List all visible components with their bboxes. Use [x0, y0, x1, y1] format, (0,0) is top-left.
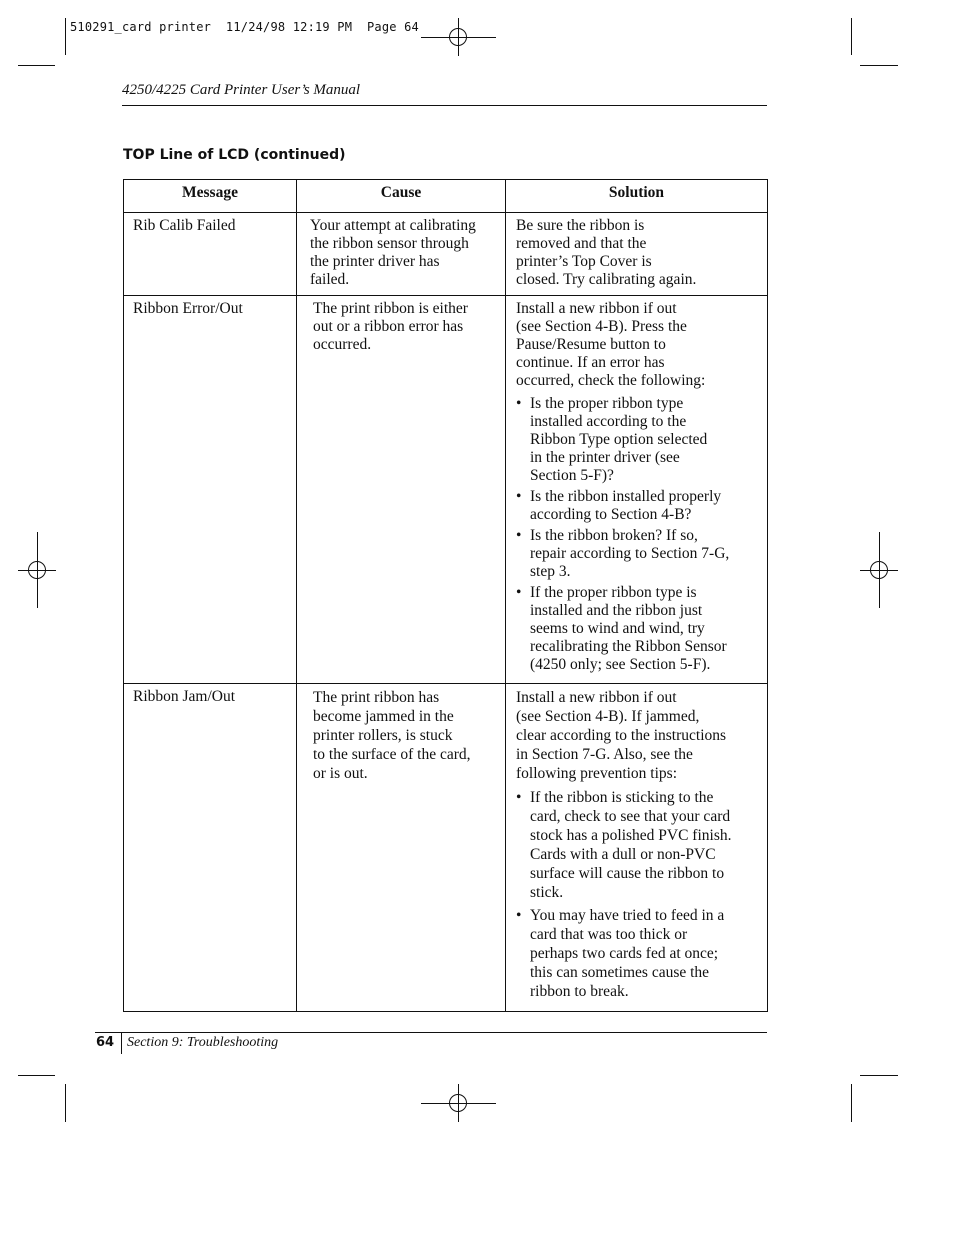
- column-header-cause: Cause: [297, 180, 506, 213]
- crop-mark: [860, 1075, 898, 1076]
- table-row: [124, 296, 768, 684]
- table-row: [124, 684, 768, 1012]
- table-header-row: [124, 180, 768, 213]
- list-item: • Is the ribbon broken? If so, repair according to Section 7-G, step 3.: [516, 527, 763, 581]
- column-header-message: Message: [124, 180, 297, 213]
- solution-cell: Install a new ribbon if out (see Section 4-B). If jammed, clear according to the instructions in Section 7-G. Also, see the following prevention tips: • If the ribbon is sticking to the card, check to see that your card stock has a polished PVC finish. Cards with a dull or non-PVC surface will cause the ribbon to stick. • You may have tried to feed in a card that was too thick or perhaps two cards fed at once; this can sometimes cause the ribbon to break.: [506, 684, 768, 1012]
- crop-mark: [65, 1084, 66, 1122]
- solution-cell: Be sure the ribbon is removed and that the printer’s Top Cover is closed. Try calibrating again.: [506, 213, 768, 296]
- list-item: • If the ribbon is sticking to the card, check to see that your card stock has a polished PVC finish. Cards with a dull or non-PVC surface will cause the ribbon to stick.: [516, 788, 763, 902]
- list-item: • Is the ribbon installed properly according to Section 4-B?: [516, 488, 763, 524]
- crop-mark: [851, 18, 852, 55]
- list-item: • Is the proper ribbon type installed according to the Ribbon Type option selected in the printer driver (see Section 5-F)?: [516, 395, 763, 485]
- footer-section: Section 9: Troubleshooting: [127, 1035, 279, 1050]
- solution-cell: Install a new ribbon if out (see Section 4-B). Press the Pause/Resume button to continue. If an error has occurred, check the following: • Is the proper ribbon type installed according to the Ribbon Type option selected in the printer driver (see Section 5-F)? • Is the ribbon installed properly according to Section 4-B? • Is the ribbon broken? If so, repair according to Section 7-G, step 3. • If the proper ribbon type is installed and the ribbon just seems to wind and wind, try recalibrating the Ribbon Sensor (4250 only; see Section 5-F).: [506, 296, 768, 684]
- cause-cell: Your attempt at calibrating the ribbon sensor through the printer driver has failed.: [297, 213, 506, 296]
- cause-cell: The print ribbon is either out or a ribbon error has occurred.: [297, 296, 506, 684]
- column-header-solution: Solution: [506, 180, 768, 213]
- message-cell: Ribbon Error/Out: [124, 296, 297, 684]
- prevention-tips: [516, 788, 763, 1001]
- table-row: [124, 213, 768, 296]
- crop-mark: [18, 1075, 55, 1076]
- message-cell: Ribbon Jam/Out: [124, 684, 297, 1012]
- section-title: TOP Line of LCD (continued): [123, 147, 346, 163]
- crop-mark: [18, 65, 55, 66]
- list-item: • You may have tried to feed in a card that was too thick or perhaps two cards fed at once; this can sometimes cause the ribbon to break.: [516, 906, 763, 1001]
- print-slug: 510291_card printer 11/24/98 12:19 PM Page 64: [70, 20, 419, 34]
- page-number: 64: [96, 1035, 115, 1050]
- footer-rule: [95, 1032, 767, 1033]
- crop-mark: [860, 65, 898, 66]
- crop-mark: [65, 18, 66, 55]
- list-item: • If the proper ribbon type is installed and the ribbon just seems to wind and wind, try recalibrating the Ribbon Sensor (4250 only; see Section 5-F).: [516, 584, 763, 674]
- footer-divider: [121, 1032, 122, 1054]
- checklist: [516, 395, 763, 674]
- troubleshooting-table: [123, 179, 768, 1012]
- header-rule: [122, 105, 767, 106]
- running-head: 4250/4225 Card Printer User’s Manual: [122, 82, 361, 98]
- cause-cell: The print ribbon has become jammed in the printer rollers, is stuck to the surface of the card, or is out.: [297, 684, 506, 1012]
- crop-mark: [851, 1084, 852, 1122]
- message-cell: Rib Calib Failed: [124, 213, 297, 296]
